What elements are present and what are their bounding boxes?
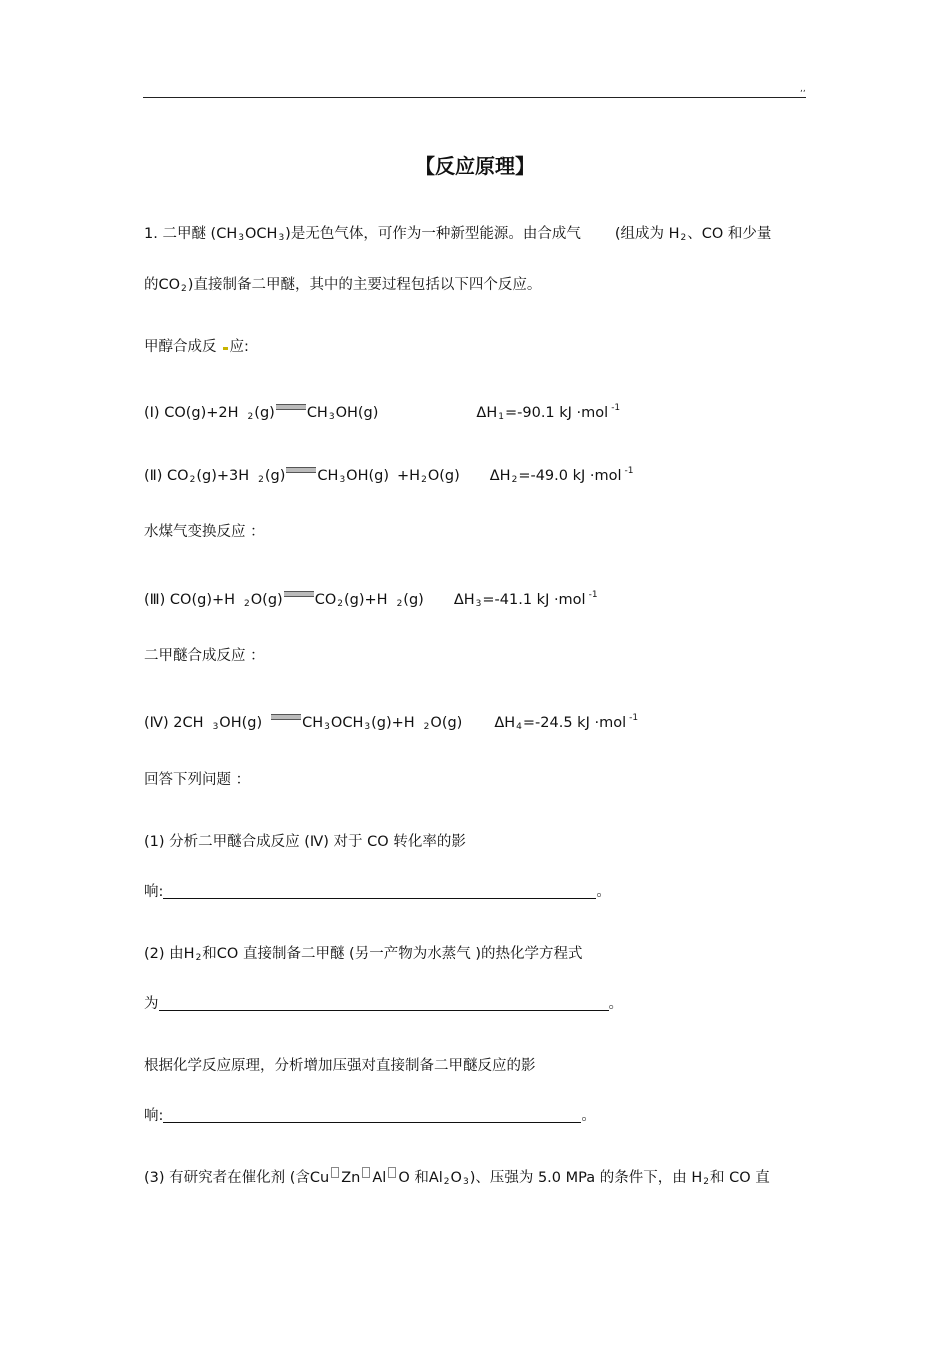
water-gas-shift-heading: 水煤气变换反应 ： xyxy=(144,524,265,540)
broken-glyph-icon xyxy=(388,1167,396,1178)
equilibrium-arrow-icon xyxy=(271,714,301,720)
reaction-1: (Ⅰ) CO(g)+2H $_2$(g) $CH_3OH(g)$ $\Delta H_1=-90.1$ kJ ·mol $^{-1}$ xyxy=(144,403,621,422)
section-title: 【反应原理】 xyxy=(415,154,535,178)
broken-glyph-icon xyxy=(331,1167,339,1178)
part-3-question: (3) 有研究者在催化剂 (含Cu Zn Al O 和$Al_2O_3$)、压强为 5.0 MPa 的条件下，由 $H_2$和 CO 直 xyxy=(144,1167,770,1192)
reaction-3: (Ⅲ) CO(g)+H $_2$O(g) $CO_2(g)+H$ $_2$(g) $\Delta H_3=-41.1$ kJ ·mol $^{-1}$ xyxy=(144,590,598,609)
part-1-answer-line: 响: 。 xyxy=(144,884,611,900)
header-mark: ,, xyxy=(800,84,806,94)
part-2-answer-line: 为 。 xyxy=(144,996,623,1012)
dme-synthesis-heading: 二甲醚合成反应 ： xyxy=(144,648,265,664)
broken-glyph-icon xyxy=(362,1167,370,1178)
reaction-2: (Ⅱ) $CO_2(g)+3H$ $_2$(g) $CH_3OH(g) +H_2O(g)$ $\Delta H_2=-49.0$ kJ ·mol $^{-1}$ xyxy=(144,466,634,485)
part-1-question: (1) 分析二甲醚合成反应 (Ⅳ) 对于 CO 转化率的影 xyxy=(144,834,466,850)
scan-mark xyxy=(223,347,228,350)
answer-blank[interactable] xyxy=(163,886,596,899)
reaction-4: (Ⅳ) 2CH $_3$OH(g) $CH_3OCH_3(g)+H$ $_2$O(g) $\Delta H_4=-24.5$ kJ ·mol $^{-1}$ xyxy=(144,713,639,732)
question-1-intro-line-1: 1. 二甲醚 $(CH_3OCH_3)$是无色气体，可作为一种新型能源。由合成气 (组成为 $H_2$、CO 和少量 xyxy=(144,226,772,243)
equilibrium-arrow-icon xyxy=(276,404,306,410)
equilibrium-arrow-icon xyxy=(284,591,314,597)
part-2b-answer-line: 响: 。 xyxy=(144,1108,596,1124)
answer-blank[interactable] xyxy=(159,998,609,1011)
question-1-intro-line-2: 的$CO_2$)直接制备二甲醚，其中的主要过程包括以下四个反应。 xyxy=(144,277,542,294)
header-rule xyxy=(143,97,806,98)
answer-blank[interactable] xyxy=(163,1110,581,1123)
methanol-synthesis-heading: 甲醇合成反 应: xyxy=(144,339,249,355)
answer-questions-heading: 回答下列问题 ： xyxy=(144,772,251,788)
part-2-question: (2) 由$H_2$和CO 直接制备二甲醚 (另一产物为水蒸气 )的热化学方程式 xyxy=(144,946,583,963)
part-2b-question: 根据化学反应原理，分析增加压强对直接制备二甲醚反应的影 xyxy=(144,1058,536,1074)
equilibrium-arrow-icon xyxy=(286,467,316,473)
